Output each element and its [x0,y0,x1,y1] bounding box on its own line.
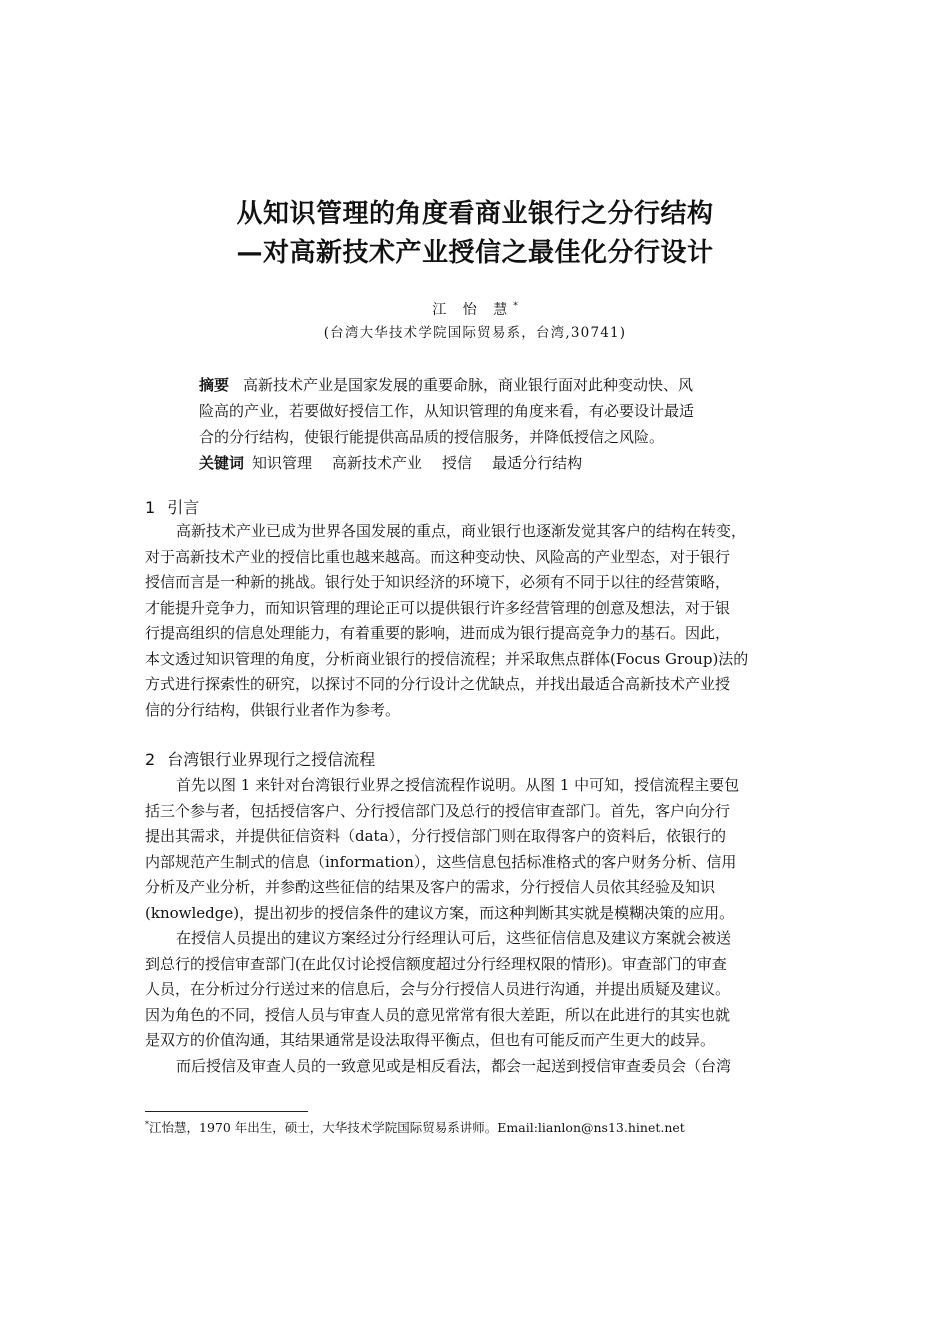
author-footnote-mark: * [513,301,518,312]
body-line: (knowledge)，提出初步的授信条件的建议方案，而这种判断其实就是模糊决策的应用。 [145,903,735,922]
body-line: 在授信人员提出的建议方案经过分行经理认可后，这些征信信息及建议方案就会被送 [176,929,732,947]
keyword: 高新技术产业 [332,454,423,472]
section-heading [145,495,199,518]
abstract-block [199,372,759,476]
abstract-line-2: 险高的产业，若要做好授信工作，从知识管理的角度来看，有必要设计最适 [199,402,695,420]
body-line: 到总行的授信审查部门(在此仅讨论授信额度超过分行经理权限的情形)。审查部门的审查 [145,954,727,973]
body-line: 对于高新技术产业的授信比重也越来越高。而这种变动快、风险高的产业型态，对于银行 [145,547,731,566]
body-line: 而后授信及审查人员的一致意见或是相反看法，都会一起送到授信审查委员会（台湾 [176,1056,732,1075]
paper-title-line-1: 从知识管理的角度看商业银行之分行结构 [236,199,714,229]
section-number: 2 [145,750,156,769]
paper-title-line-2: —对高新技术产业授信之最佳化分行设计 [236,238,714,268]
section-number: 1 [145,498,156,517]
body-line: 授信而言是一种新的挑战。银行处于知识经济的环境下，必须有不同于以往的经营策略， [145,573,731,591]
body-line: 提出其需求，并提供征信资料（data），分行授信部门则在取得客户的资料后，依银行的 [145,827,727,845]
body-line: 因为角色的不同，授信人员与审查人员的意见常常有很大差距，所以在此进行的其实也就 [145,1005,731,1024]
section-title: 台湾银行业界现行之授信流程 [167,750,376,769]
body-line: 信的分行结构，供银行业者作为参考。 [145,700,401,719]
body-line: 行提高组织的信息处理能力，有着重要的影响，进而成为银行提高竞争力的基石。因此， [145,624,731,642]
author-name [0,299,950,319]
footnote-mark: * [145,1119,149,1129]
abstract-label: 摘要 [199,376,230,394]
body-line: 括三个参与者，包括授信客户、分行授信部门及总行的授信审查部门。首先，客户向分行 [145,801,731,820]
footnote-text: 江怡慧，1970 年出生，硕士，大华技术学院国际贸易系讲师。Email:lianlon@ns13.hinet.net [149,1120,685,1135]
body-line: 首先以图 1 来针对台湾银行业界之授信流程作说明。从图 1 中可知，授信流程主要包 [176,776,740,794]
keywords-line [199,450,759,476]
section-body [145,519,805,723]
body-line: 才能提升竞争力，而知识管理的理论正可以提供银行许多经营管理的创意及想法，对于银 [145,598,731,617]
body-line: 高新技术产业已成为世界各国发展的重点，商业银行也逐渐发觉其客户的结构在转变， [176,522,747,540]
author-name-text: 江 怡 慧 [432,302,514,318]
section-title: 引言 [167,498,200,517]
keyword: 最适分行结构 [492,454,583,472]
body-line: 是双方的价值沟通，其结果通常是设法取得平衡点，但也有可能反而产生更大的歧异。 [145,1031,716,1049]
footnote-divider [145,1111,308,1112]
body-line: 方式进行探索性的研究，以探讨不同的分行设计之优缺点，并找出最适合高新技术产业授 [145,675,731,693]
author-affiliation: (台湾大华技术学院国际贸易系，台湾,30741) [323,325,627,341]
body-line: 内部规范产生制式的信息（information），这些信息包括标准格式的客户财务分析、信用 [145,852,737,871]
keyword: 知识管理 [252,454,313,472]
footnote [145,1118,685,1136]
section-heading [145,747,375,770]
keywords-label: 关键词 [199,454,245,472]
keyword: 授信 [442,454,473,472]
section-body [145,773,805,1079]
body-line: 本文透过知识管理的角度，分析商业银行的授信流程；并采取焦点群体(Focus Group)法的 [145,649,749,668]
abstract-line-3: 合的分行结构，使银行能提供高品质的授信服务，并降低授信之风险。 [199,428,665,446]
abstract-line-1 [199,372,759,398]
body-line: 人员，在分析过分行送过来的信息后，会与分行授信人员进行沟通，并提出质疑及建议。 [145,980,731,998]
abstract-text: 高新技术产业是国家发展的重要命脉，商业银行面对此种变动快、风 [243,376,694,394]
body-line: 分析及产业分析，并参酌这些征信的结果及客户的需求，分行授信人员依其经验及知识 [145,878,716,896]
